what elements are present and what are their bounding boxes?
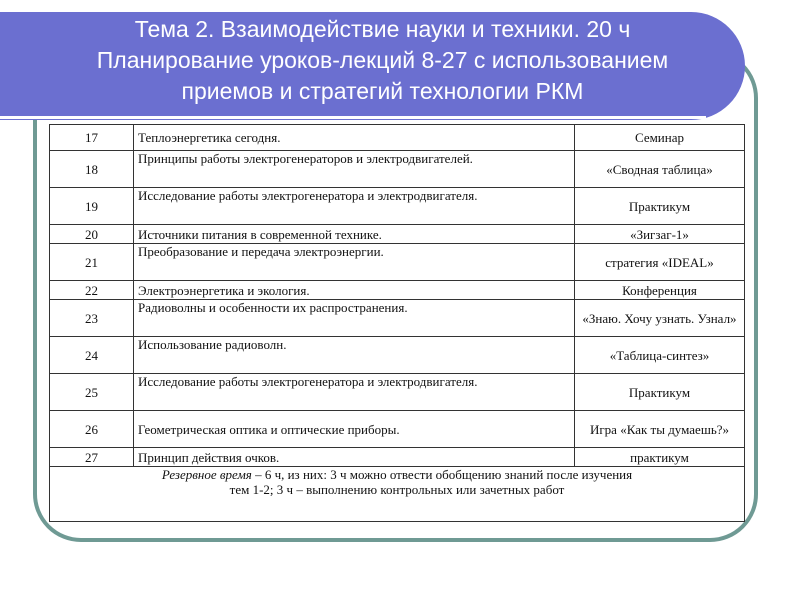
lesson-method: «Зигзаг-1» (575, 225, 745, 244)
note-row (50, 467, 745, 522)
lesson-method: Практикум (575, 188, 745, 225)
table-row (50, 448, 745, 467)
lesson-plan-table (49, 124, 745, 522)
table-row (50, 374, 745, 411)
lesson-number: 27 (50, 448, 134, 467)
title-underline (0, 116, 706, 119)
table-row (50, 337, 745, 374)
lesson-topic: Принципы работы электрогенераторов и электродвигателей. (134, 151, 575, 188)
table-row (50, 188, 745, 225)
lesson-method: практикум (575, 448, 745, 467)
title-banner (0, 12, 745, 120)
slide-title (0, 14, 765, 107)
lesson-topic: Теплоэнергетика сегодня. (134, 125, 575, 151)
lesson-topic: Геометрическая оптика и оптические приборы. (134, 411, 575, 448)
lesson-number: 17 (50, 125, 134, 151)
title-line-2: Планирование уроков-лекций 8-27 с использованием (96, 47, 669, 73)
lesson-number: 24 (50, 337, 134, 374)
reserve-time-text-line2: тем 1-2; 3 ч – выполнению контрольных или зачетных работ (229, 482, 565, 497)
lesson-method: Практикум (575, 374, 745, 411)
lesson-topic: Исследование работы электрогенератора и электродвигателя. (134, 188, 575, 225)
lesson-topic: Источники питания в современной технике. (134, 225, 575, 244)
lesson-topic: Электроэнергетика и экология. (134, 281, 575, 300)
lesson-method: «Сводная таблица» (575, 151, 745, 188)
title-line-1: Тема 2. Взаимодействие науки и техники. 20 ч (134, 16, 631, 42)
lesson-number: 22 (50, 281, 134, 300)
reserve-time-text: – 6 ч, из них: 3 ч можно отвести обобщению знаний после изучения (251, 467, 633, 482)
lesson-topic: Принцип действия очков. (134, 448, 575, 467)
lesson-topic: Использование радиоволн. (134, 337, 575, 374)
table-row (50, 125, 745, 151)
lesson-number: 18 (50, 151, 134, 188)
lesson-method: Игра «Как ты думаешь?» (575, 411, 745, 448)
table-row (50, 225, 745, 244)
lesson-topic: Преобразование и передача электроэнергии. (134, 244, 575, 281)
lesson-number: 23 (50, 300, 134, 337)
table-row (50, 411, 745, 448)
lesson-topic: Исследование работы электрогенератора и электродвигателя. (134, 374, 575, 411)
reserve-time-label: Резервное время (161, 467, 252, 482)
table-row (50, 244, 745, 281)
table-row (50, 151, 745, 188)
lesson-method: Конференция (575, 281, 745, 300)
lesson-number: 20 (50, 225, 134, 244)
table-row (50, 281, 745, 300)
table-row (50, 300, 745, 337)
lesson-method: стратегия «IDEAL» (575, 244, 745, 281)
lesson-method: Семинар (575, 125, 745, 151)
reserve-time-note (50, 467, 745, 522)
lesson-number: 25 (50, 374, 134, 411)
lesson-number: 19 (50, 188, 134, 225)
lesson-method: «Таблица-синтез» (575, 337, 745, 374)
lesson-topic: Радиоволны и особенности их распространения. (134, 300, 575, 337)
lesson-number: 26 (50, 411, 134, 448)
lesson-method: «Знаю. Хочу узнать. Узнал» (575, 300, 745, 337)
lesson-number: 21 (50, 244, 134, 281)
title-line-3: приемов и стратегий технологии РКМ (181, 78, 584, 104)
